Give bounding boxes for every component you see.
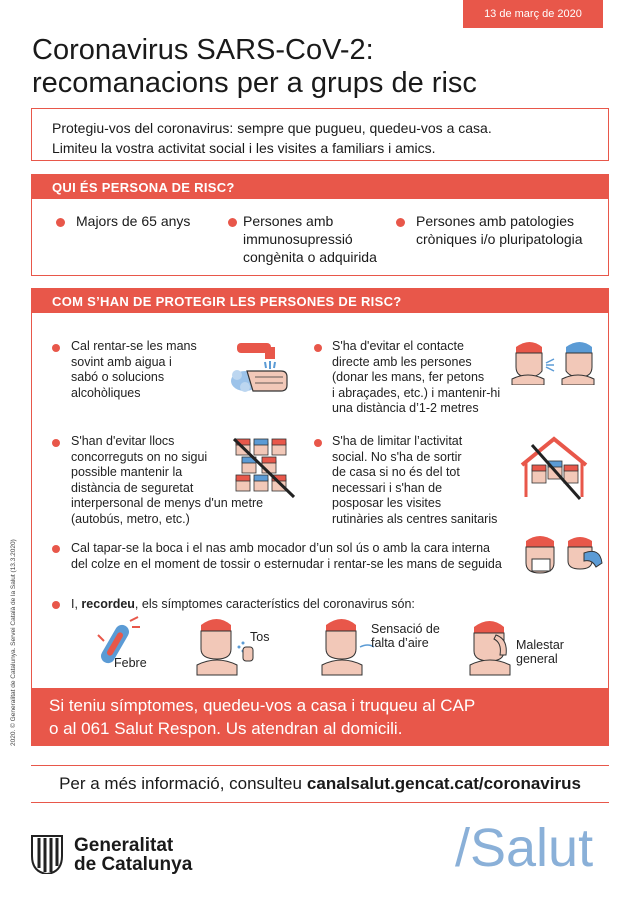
protect-item-social	[332, 434, 497, 527]
protect-line: sabó o solucions	[71, 370, 165, 384]
date-text: 13 de març de 2020	[484, 8, 582, 20]
protect-line: Cal rentar-se les mans	[71, 339, 197, 353]
bullet-icon	[56, 218, 65, 227]
symptoms-prefix: I,	[71, 597, 82, 611]
generalitat-line-2: de Catalunya	[74, 854, 193, 875]
symptom-malaise-label	[516, 638, 564, 666]
protect-line: sovint amb aigua i	[71, 354, 172, 369]
protect-line: S'ha de limitar l’activitat	[332, 434, 463, 448]
protect-line: (autobús, metro, etc.)	[71, 511, 190, 526]
intro-line-2: Limiteu la vostra activitat social i les visites a familiars i amics.	[52, 140, 436, 156]
protect-line: concorreguts on no sigui	[71, 449, 208, 464]
malaise-icon	[468, 619, 518, 677]
generalitat-logo	[30, 830, 210, 878]
protect-line: necessari i s'han de	[332, 480, 443, 495]
home-icon	[518, 435, 590, 501]
protect-line: social. No s'ha de sortir	[332, 449, 462, 464]
cough-icon	[522, 533, 604, 581]
risk-item-line: Persones amb patologies	[416, 213, 574, 229]
banner-line-1: Si teniu símptomes, quedeu-vos a casa i truqueu al CAP	[49, 696, 476, 715]
protect-heading: COM S’HAN DE PROTEGIR LES PERSONES DE RISC?	[32, 289, 608, 313]
copyright-note: 2020. © Generalitat de Catalunya. Servei Català de la Salut (13.3.2020)	[10, 539, 17, 746]
symptoms-intro	[71, 597, 415, 613]
intro-line-1: Protegiu-vos del coronavirus: sempre que pugueu, quedeu-vos a casa.	[52, 120, 492, 136]
protect-line: una distància d’1-2 metres	[332, 401, 479, 415]
bullet-icon	[52, 545, 60, 553]
generalitat-text	[74, 836, 192, 874]
risk-item-chronic	[416, 212, 583, 248]
info-text: Per a més informació, consulteu	[59, 774, 302, 793]
risk-item-immuno	[243, 212, 377, 266]
catalonia-emblem-icon	[30, 834, 64, 874]
date-badge	[463, 0, 603, 28]
call-banner	[31, 688, 609, 746]
symptom-breath-line: falta d’aire	[371, 636, 429, 650]
salut-logo: /Salut	[455, 818, 594, 878]
risk-item-age	[76, 212, 190, 230]
protect-line: i abraçades, etc.) i mantenir-hi	[332, 385, 501, 400]
protect-line: posposar les visites	[332, 496, 442, 510]
protect-item-handwash	[71, 339, 197, 401]
risk-section	[31, 174, 609, 276]
symptoms-suffix: , els símptomes característics del coronavirus són:	[134, 597, 415, 611]
protect-line: rutinàries als centres sanitaris	[332, 511, 498, 526]
protect-line: interpersonal de menys d'un metre	[71, 496, 264, 510]
handwash-icon	[225, 337, 295, 397]
risk-item-line: immunosupressió	[243, 231, 353, 247]
bullet-icon	[396, 218, 405, 227]
banner-line-2: o al 061 Salut Respon. Us atendran al domicili.	[49, 719, 403, 738]
bullet-icon	[228, 218, 237, 227]
crowd-icon	[232, 437, 296, 499]
protect-line: alcohòliques	[71, 385, 141, 400]
protect-line: distància de seguretat	[71, 480, 194, 495]
protect-line: (donar les mans, fer petons	[332, 370, 485, 384]
distance-icon	[508, 339, 598, 385]
bullet-icon	[52, 344, 60, 352]
symptoms-bold: recordeu	[81, 597, 135, 611]
generalitat-line-1: Generalitat	[74, 835, 174, 856]
protect-line: directe amb les persones	[332, 354, 472, 369]
protect-section	[31, 288, 609, 746]
protect-line: possible mantenir la	[71, 465, 183, 479]
symptom-malaise-line: Malestar	[516, 638, 564, 652]
page-title	[32, 34, 612, 100]
symptom-breath-line: Sensació de	[371, 622, 440, 636]
protect-item-contact	[332, 339, 500, 417]
info-bar	[31, 765, 609, 803]
risk-item-line: Persones amb	[243, 213, 334, 229]
risk-heading: QUI ÉS PERSONA DE RISC?	[32, 175, 608, 199]
protect-line: S'han d'evitar llocs	[71, 434, 175, 448]
breath-icon	[320, 617, 376, 677]
cough-person-icon	[195, 617, 255, 677]
symptom-malaise-line: general	[516, 652, 558, 666]
intro-box	[31, 108, 609, 161]
protect-item-cough	[71, 541, 511, 572]
bullet-icon	[314, 439, 322, 447]
bullet-icon	[52, 601, 60, 609]
title-line-1: Coronavirus SARS-CoV-2:	[32, 34, 374, 66]
protect-line: S'ha d'evitar el contacte	[332, 339, 464, 353]
bullet-icon	[52, 439, 60, 447]
protect-line: de casa si no és del tot	[332, 465, 460, 479]
risk-item-line: congènita o adquirida	[243, 249, 377, 265]
symptom-cough-label: Tos	[250, 630, 270, 644]
protect-line: Cal tapar-se la boca i el nas amb mocador d’un sol ús o amb la cara interna	[71, 541, 490, 555]
bullet-icon	[314, 344, 322, 352]
title-line-2: recomanacions per a grups de risc	[32, 67, 477, 99]
symptom-breath-label	[371, 622, 440, 650]
info-link[interactable]: canalsalut.gencat.cat/coronavirus	[306, 774, 581, 793]
protect-line: del colze en el moment de tossir o esternudar i rentar-se les mans de seguida	[71, 556, 502, 571]
symptom-fever-label: Febre	[114, 656, 147, 670]
risk-item-line: cròniques i/o pluripatologia	[416, 231, 583, 247]
risk-item-line: Majors de 65 anys	[76, 213, 191, 229]
